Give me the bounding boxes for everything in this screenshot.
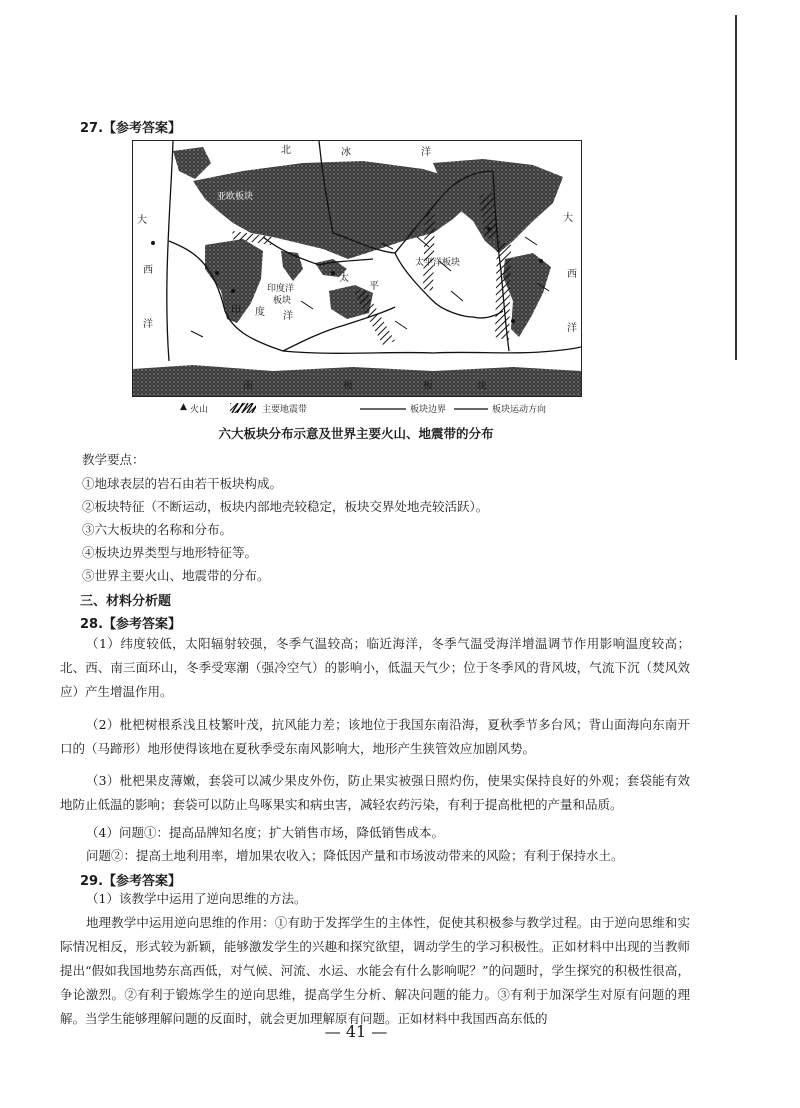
q29-answer-1: （1）该教学中运用了逆向思维的方法。 (86, 891, 307, 906)
legend-seismic-label: 主要地震带 (262, 405, 308, 415)
teaching-points-title: 教学要点： (82, 452, 145, 467)
india-landmass (281, 251, 303, 281)
legend-boundary-icon (360, 408, 406, 410)
map-label-nan: 南 (243, 381, 253, 392)
map-label-ice: 冰 (341, 147, 351, 158)
map-label-indian-2: 板块 (273, 296, 292, 306)
q28-answer-2: （2）枇杷树根系浅且枝繁叶茂，抗风能力差；该地位于我国东南沿海，夏秋季节多台风；背山面海向东南开口的（马蹄形）地形使得该地在夏秋季受东南风影响大，地形产生狭管效应加剧风势。 (60, 717, 690, 756)
legend-volcano-icon: ▲ (180, 402, 187, 412)
greenland (173, 147, 211, 179)
map-label-yang-center: 洋 (283, 311, 293, 322)
map-label-tai: 太 (339, 273, 349, 284)
legend-hatch-icon (230, 403, 256, 413)
map-label-indian-1: 印度洋 (267, 284, 295, 294)
q28-answer-5: 问题②：提高土地利用率，增加果农收入；降低因产量和市场波动带来的风险；有利于保持水土。 (86, 848, 624, 863)
q29-heading: 29.【参考答案】 (80, 874, 182, 889)
q28-answer-4: （4）问题①：提高品牌知名度；扩大销售市场，降低销售成本。 (86, 825, 444, 840)
map-label-left-yang: 洋 (143, 319, 153, 330)
map-label-right-yang: 洋 (567, 323, 577, 334)
map-label-north: 北 (281, 145, 291, 156)
q29-answer-2: 地理教学中运用逆向思维的作用：①有助于发挥学生的主体性，促使其积极参与教学过程。由于逆向思维和实际情况相反，形式较为新颖，能够激发学生的兴趣和探究欲望，调动学生的学习积极性。正如材料中出现的当教师提出“假如我国地势东高西低，对气候、河流、水运、水能会有什么影响呢？”的问题时，学生探究的积极性很高，争论激烈。②有利于锻炼学生的逆向思维，提高学生分析、解决问题的能力。③有利于加深学生对原有问题的理解。当学生能够理解问题的反面时，就会更加理解原有问题。正如材料中我国西高东低的 (60, 915, 690, 1026)
map-label-ban: 板 (423, 381, 433, 392)
teaching-point: ①地球表层的岩石由若干板块构成。 (82, 476, 283, 491)
map-label-ping: 平 (369, 281, 379, 292)
map-legend (180, 402, 560, 416)
teaching-point: ③六大板块的名称和分布。 (82, 522, 233, 537)
section-heading: 三、材料分析题 (80, 594, 172, 609)
legend-volcano-label: 火山 (190, 405, 209, 415)
map-label-west: 西 (143, 265, 153, 276)
legend-direction-label: 板块运动方向 (492, 405, 547, 415)
map-caption: 六大板块分布示意及世界主要火山、地震带的分布 (218, 426, 494, 441)
teaching-point: ④板块边界类型与地形特征等。 (82, 545, 258, 560)
map-label-ji: 极 (343, 381, 353, 392)
q27-heading: 27.【参考答案】 (80, 121, 182, 136)
map-label-eurasian: 亚欧板块 (217, 192, 254, 202)
teaching-point: ②板块特征（不断运动，板块内部地壳较稳定，板块交界处地壳较活跃）。 (82, 499, 489, 514)
map-label-kuai: 块 (477, 381, 487, 392)
legend-direction-icon (454, 408, 488, 410)
page-number: — 41 — (324, 1022, 388, 1041)
map-label-yin: 印 (231, 305, 241, 316)
map-label-left-da: 大 (137, 215, 147, 226)
scan-edge-rule (735, 15, 737, 360)
map-label-right-da: 大 (563, 213, 573, 224)
map-label-du: 度 (255, 307, 265, 318)
plate-map (132, 140, 582, 397)
q28-answer-3: （3）枇杷果皮薄嫩，套袋可以减少果皮外伤，防止果实被强日照灼伤，使果实保持良好的外观；套袋能有效地防止低温的影响；套袋可以防止鸟啄果实和病虫害，减轻农药污染，有利于提高枇杷的产量和品质。 (60, 773, 690, 812)
q28-answer-1: （1）纬度较低，太阳辐射较强，冬季气温较高；临近海洋，冬季气温受海洋增温调节作用影响温度较高；北、西、南三面环山，冬季受寒潮（强冷空气）的影响小，低温天气少；位于冬季风的背风坡，气流下沉（焚风效应）产生增温作用。 (60, 636, 690, 699)
map-label-right-xi: 西 (567, 269, 577, 280)
map-label-ocean-n: 洋 (421, 147, 431, 158)
q28-heading: 28.【参考答案】 (80, 617, 182, 632)
legend-boundary-label: 板块边界 (410, 405, 447, 415)
teaching-point: ⑤世界主要火山、地震带的分布。 (82, 568, 270, 583)
antarctica-landmass (133, 365, 581, 396)
map-label-pacific-plate: 太平洋板块 (415, 258, 461, 268)
